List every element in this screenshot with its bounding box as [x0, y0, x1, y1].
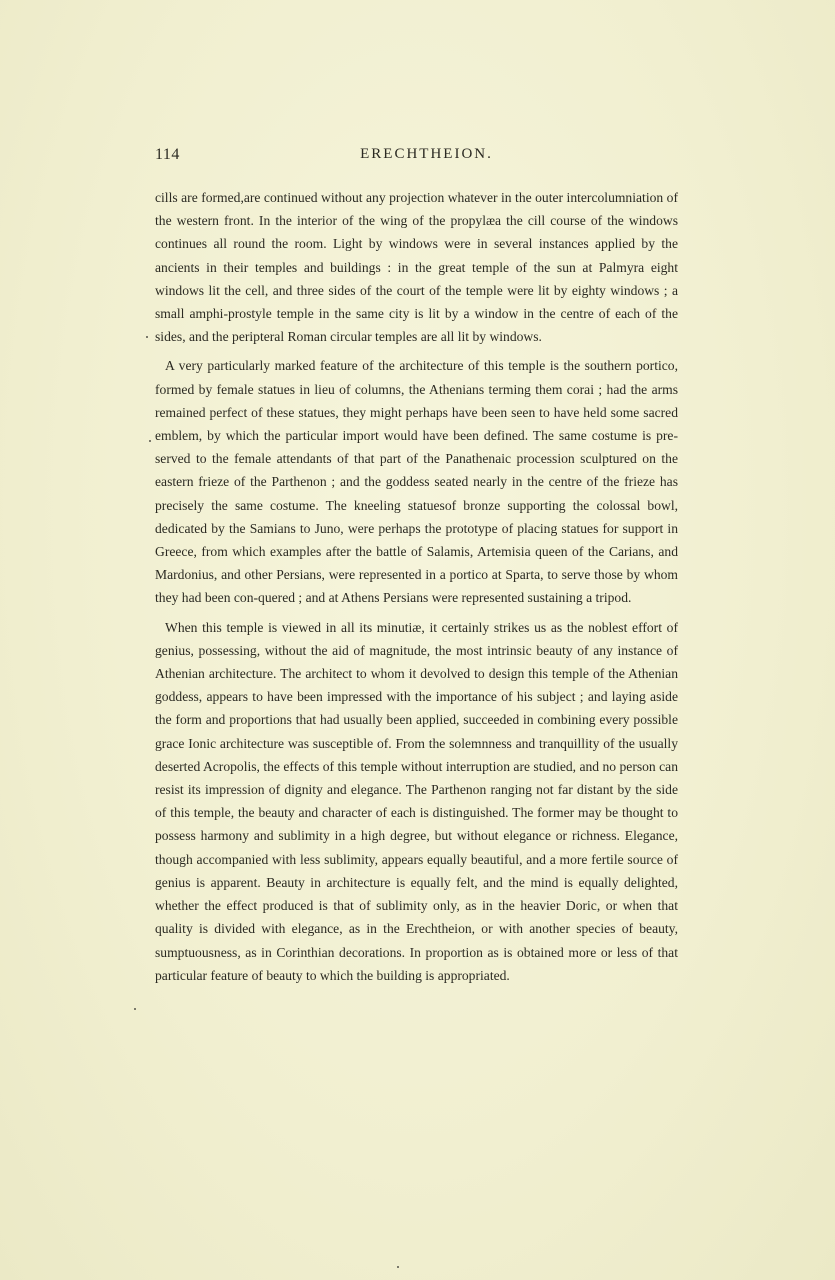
- paragraph-genius: When this temple is viewed in all its minutiæ, it certainly strikes us as the noblest effort of genius, possessing, without the aid of magnitude, the most intrinsic beauty of any instance of Athenian architecture. The architect to whom it devolved to design this temple of the Athenian goddess, appears to have been impressed with the importance of his subject ; and laying aside the form and proportions that had usually been applied, succeeded in combining every possible grace Ionic architecture was susceptible of. From the solemnness and tranquillity of the usually deserted Acropolis, the effects of this temple without interruption are studied, and no person can resist its impression of dignity and elegance. The Parthenon ranging not far distant by the side of this temple, the beauty and character of each is distinguished. The former may be thought to possess harmony and sublimity in a high degree, but without elegance or richness. Elegance, though accompanied with less sublimity, appears equally beautiful, and a more fertile source of genius is apparent. Beauty in architecture is equally felt, and the mind is equally delighted, whether the effect produced is that of sublimity only, as in the heavier Doric, or when that quality is divided with elegance, as in the Erechtheion, or with another species of beauty, sumptuousness, as in Corinthian decorations. In proportion as is obtained more or less of that particular feature of beauty to which the building is appropriated.: [155, 619, 678, 983]
- ink-speck: [397, 1266, 399, 1268]
- paragraph-windows: cills are formed,are continued without any projection whatever in the outer intercolumniation of the western front. In the interior of the wing of the propylæa the cill course of the windows continues all round the room. Light by windows were in several instances applied by the ancients in their temples and buildings : in the great temple of the sun at Palmyra eight windows lit the cell, and three sides of the court of the temple were lit by eighty windows ; a small amphi-prostyle temple in the same city is lit by a window in the centre of each of the sides, and the peripteral Roman circular temples are all lit by windows.: [155, 190, 678, 345]
- ink-speck: [146, 336, 148, 338]
- ink-speck: [149, 440, 151, 442]
- running-title: ERECHTHEION.: [360, 146, 493, 162]
- page-number: 114: [155, 146, 180, 163]
- ink-speck: [134, 1008, 136, 1010]
- paragraph-portico: A very particularly marked feature of the architecture of this temple is the southern portico, formed by female statues in lieu of columns, the Athenians terming them corai ; had the arms remained perfect of these statues, they might perhaps have been seen to have held some sacred emblem, by which the particular import would have been defined. The same costume is pre-served to the female attendants of that part of the Panathenaic procession sculptured on the eastern frieze of the Parthenon ; and the goddess seated nearly in the centre of the frieze has precisely the same costume. The kneeling statuesof bronze supporting the colossal bowl, dedicated by the Samians to Juno, were perhaps the prototype of placing statues for support in Greece, from which examples after the battle of Salamis, Artemisia queen of the Carians, and Mardonius, and other Persians, were represented in a portico at Sparta, to serve those by whom they had been con-quered ; and at Athens Persians were represented sustaining a tripod.: [155, 358, 678, 606]
- page-header: [155, 146, 678, 170]
- body-text: [155, 186, 678, 993]
